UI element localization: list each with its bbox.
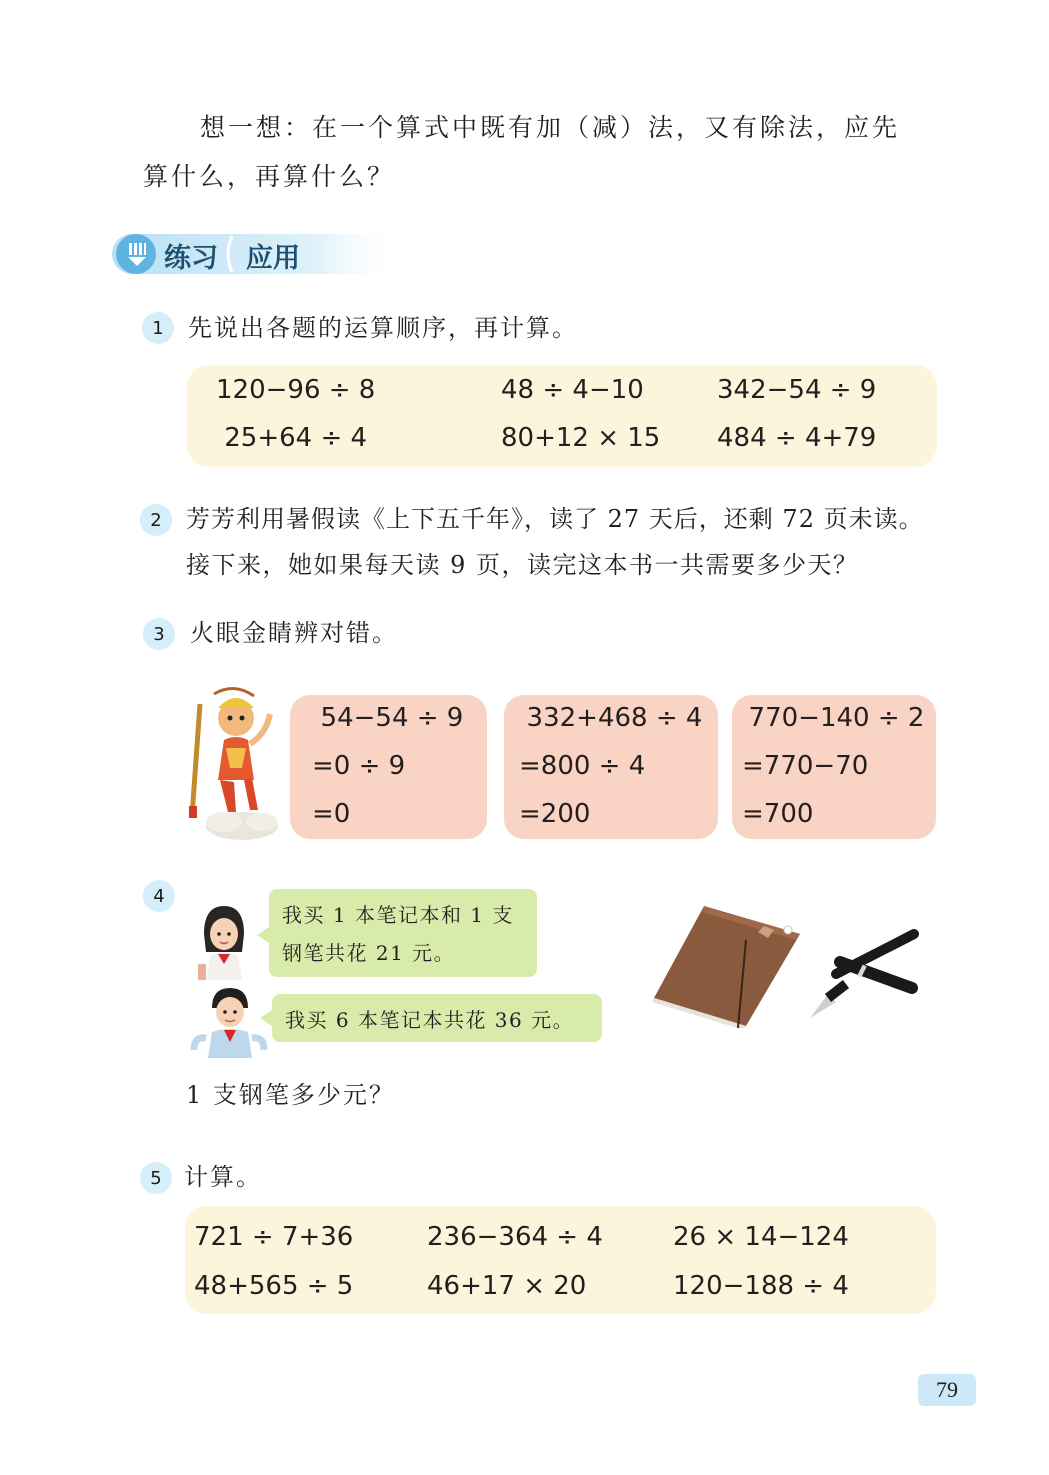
q3-card2-line2: =800 ÷ 4	[519, 751, 646, 781]
question-number-3: 3	[143, 618, 175, 650]
question-number-4: 4	[143, 880, 175, 912]
q4-question: 1 支钢笔多少元？	[186, 1081, 395, 1109]
girl-illustration	[198, 904, 250, 980]
q5-expr-r2c3: 120−188 ÷ 4	[673, 1271, 849, 1301]
question-number-1: 1	[142, 312, 174, 344]
think-line-1: 想一想：在一个算式中既有加（减）法，又有除法，应先	[200, 113, 901, 142]
boy-illustration	[190, 986, 268, 1058]
q1-expr-r1c1: 120−96 ÷ 8	[216, 375, 376, 405]
bubble-boy-tail	[260, 1010, 272, 1026]
q1-prompt: 先说出各题的运算顺序，再计算。	[188, 314, 578, 342]
speech-bubble-boy	[272, 994, 602, 1042]
section-header	[112, 232, 402, 276]
section-label-apply: 应用	[246, 243, 300, 274]
q3-card-3	[732, 695, 936, 839]
q5-expression-box	[185, 1206, 936, 1314]
q3-card1-line1: 54−54 ÷ 9	[304, 703, 464, 733]
q5-expr-r1c2: 236−364 ÷ 4	[427, 1222, 603, 1252]
q1-expr-r2c1: 25+64 ÷ 4	[216, 423, 368, 453]
q2-line-2: 接下来，她如果每天读 9 页，读完这本书一共需要多少天？	[186, 551, 859, 579]
section-label-practice: 练习	[164, 243, 218, 274]
q1-expr-r1c3: 342−54 ÷ 9	[717, 375, 877, 405]
notebook-illustration	[650, 900, 810, 1028]
think-line-2: 算什么，再算什么？	[143, 162, 396, 191]
q1-expression-box	[187, 365, 937, 467]
q3-card1-line3: =0	[312, 799, 351, 829]
pencil-icon	[126, 241, 148, 267]
page-number: 79	[918, 1374, 976, 1406]
q3-card2-line3: =200	[519, 799, 591, 829]
q1-expr-r2c2: 80+12 × 15	[501, 423, 661, 453]
q5-prompt: 计算。	[184, 1163, 262, 1191]
bubble-boy-text: 我买 6 本笔记本共花 36 元。	[285, 1008, 575, 1032]
bubble-girl-line1: 我买 1 本笔记本和 1 支	[282, 903, 514, 927]
speech-bubble-girl	[269, 889, 537, 977]
pen-illustration	[800, 926, 920, 1022]
q5-expr-r1c3: 26 × 14−124	[673, 1222, 849, 1252]
q3-card3-line3: =700	[742, 799, 814, 829]
question-number-5: 5	[140, 1162, 172, 1194]
bubble-girl-tail	[257, 927, 269, 943]
q5-expr-r1c1: 721 ÷ 7+36	[194, 1222, 354, 1252]
monkey-king-illustration	[184, 684, 284, 844]
q3-card-2	[504, 695, 718, 839]
q2-line-1: 芳芳利用暑假读《上下五千年》，读了 27 天后，还剩 72 页未读。	[186, 505, 924, 533]
q3-card3-line2: =770−70	[742, 751, 869, 781]
q1-expr-r2c3: 484 ÷ 4+79	[717, 423, 877, 453]
q5-expr-r2c2: 46+17 × 20	[427, 1271, 587, 1301]
q3-card-1	[290, 695, 487, 839]
q3-card1-line2: =0 ÷ 9	[312, 751, 406, 781]
q3-prompt: 火眼金睛辨对错。	[190, 619, 398, 647]
q3-card3-line1: 770−140 ÷ 2	[732, 703, 925, 733]
q3-card2-line1: 332+468 ÷ 4	[510, 703, 703, 733]
q5-expr-r2c1: 48+565 ÷ 5	[194, 1271, 354, 1301]
bubble-girl-line2: 钢笔共花 21 元。	[282, 941, 456, 965]
q1-expr-r1c2: 48 ÷ 4−10	[501, 375, 644, 405]
question-number-2: 2	[140, 504, 172, 536]
